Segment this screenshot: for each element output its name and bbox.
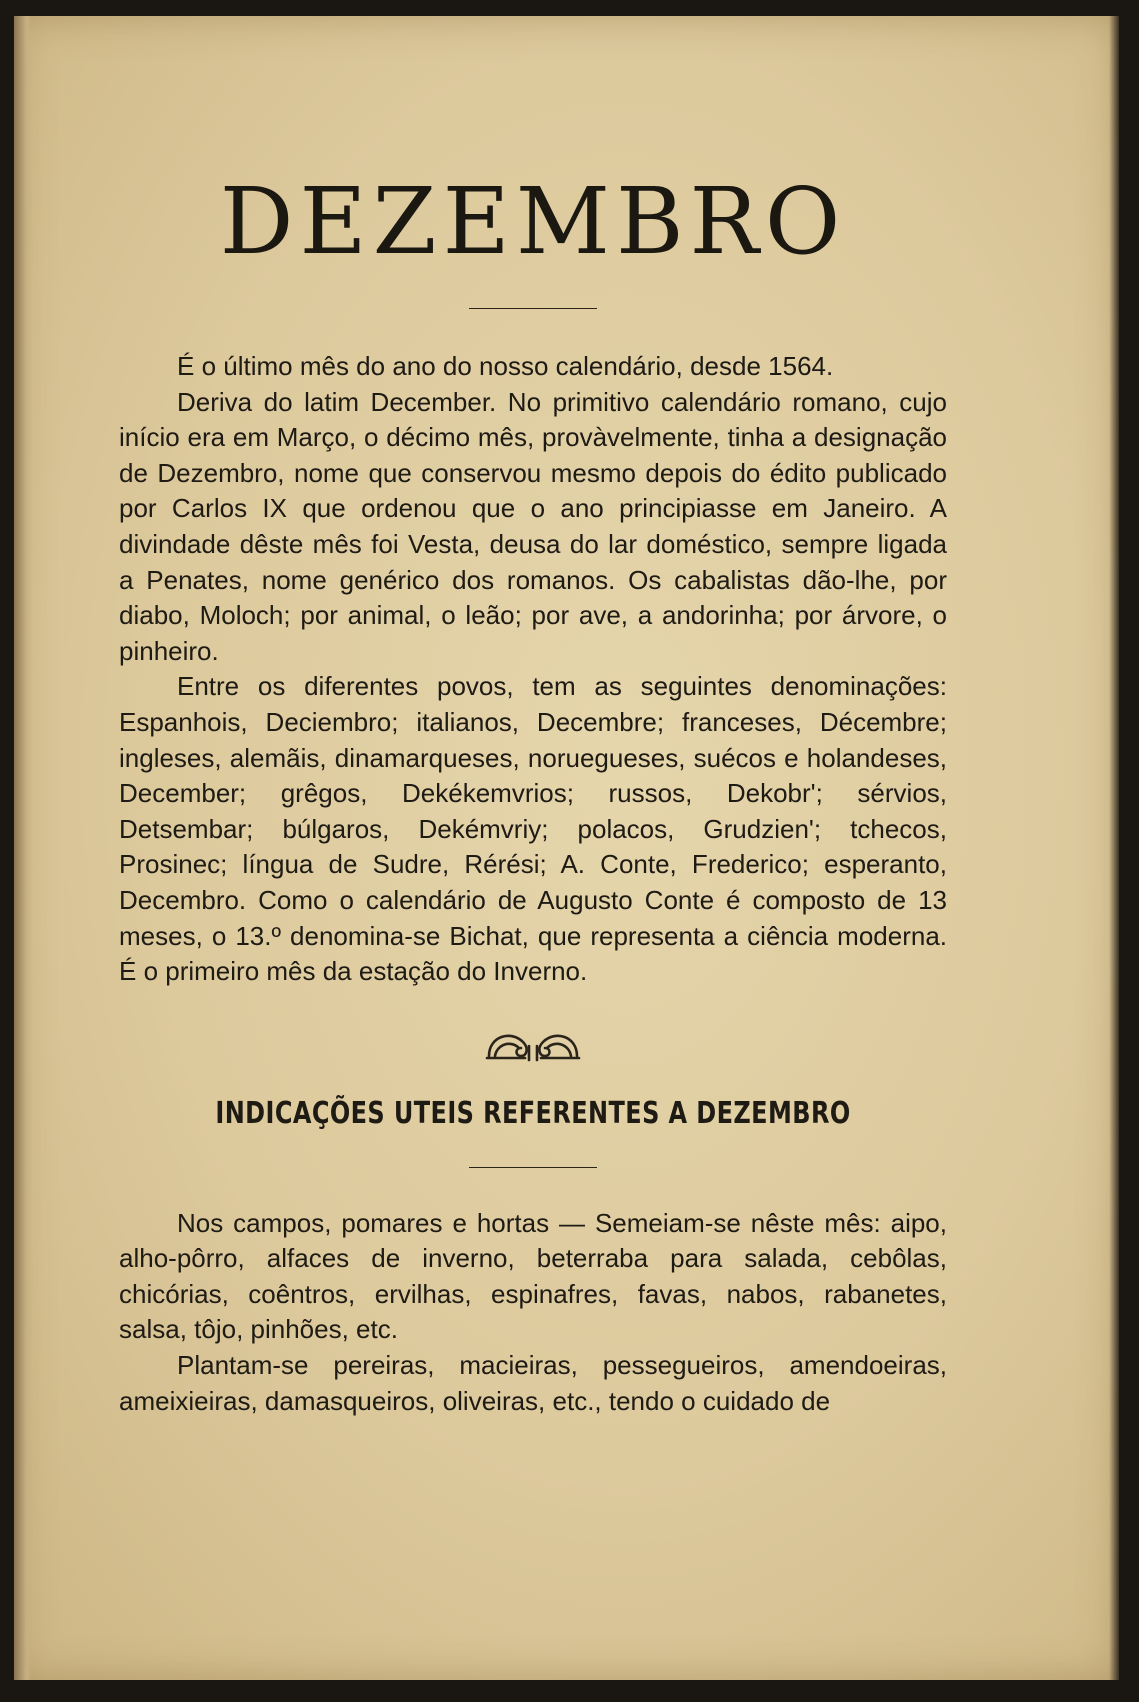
fleuron-ornament-icon	[481, 1024, 585, 1068]
intro-paragraph-3: Entre os diferentes povos, tem as seguintes denominações: Espanhois, Deciembro; italianos, Decembre; franceses, Décembre; ingleses, alemãis, dinamarqueses, noruegueses, suécos e holandeses, December; grêgos, Dekékemvrios; russos, Dekobr'; sérvios, Detsembar; búlgaros, Dekémvriy; polacos, Grudzien'; tchecos, Prosinec; língua de Sudre, Rérési; A. Conte, Frederico; esperanto, Decembro. Como o calendário de Augusto Conte é composto de 13 meses, o 13.º denomina-se Bichat, que representa a ciência moderna. É o primeiro mês da estação do Inverno.	[119, 671, 947, 987]
section-paragraph-2: Plantam-se pereiras, macieiras, pessegueiros, amendoeiras, ameixieiras, damasqueiros, oliveiras, etc., tendo o cuidado de	[119, 1350, 947, 1416]
intro-paragraph-2: Deriva do latim December. No primitivo calendário romano, cujo início era em Março, o décimo mês, provàvelmente, tinha a designação de Dezembro, nome que conservou mesmo depois do édito publicado por Carlos IX que ordenou que o ano principiasse em Janeiro. A divindade dêste mês foi Vesta, deusa do lar doméstico, sempre ligada a Penates, nome genérico dos romanos. Os cabalistas dão-lhe, por diabo, Moloch; por animal, o leão; por ave, a andorinha; por árvore, o pinheiro.	[119, 386, 947, 666]
page-title: DEZEMBRO	[219, 168, 847, 275]
page-spine-shadow	[14, 16, 32, 1680]
title-divider	[469, 308, 597, 309]
section-divider	[469, 1167, 597, 1168]
book-page	[14, 16, 1119, 1680]
section-paragraph-1: Nos campos, pomares e hortas — Semeiam-se nêste mês: aipo, alho-pôrro, alfaces de inverno, beterraba para salada, cebôlas, chicórias, coêntros, ervilhas, espinafres, favas, nabos, rabanetes, salsa, tôjo, pinhões, etc.	[119, 1207, 947, 1345]
section-heading: INDICAÇÕES UTEIS REFERENTES A DEZEMBRO	[215, 1095, 851, 1131]
page-content	[119, 168, 947, 1419]
intro-paragraph-1: É o último mês do ano do nosso calendário, desde 1564.	[177, 351, 834, 381]
page-edge-shadow	[1109, 16, 1119, 1680]
